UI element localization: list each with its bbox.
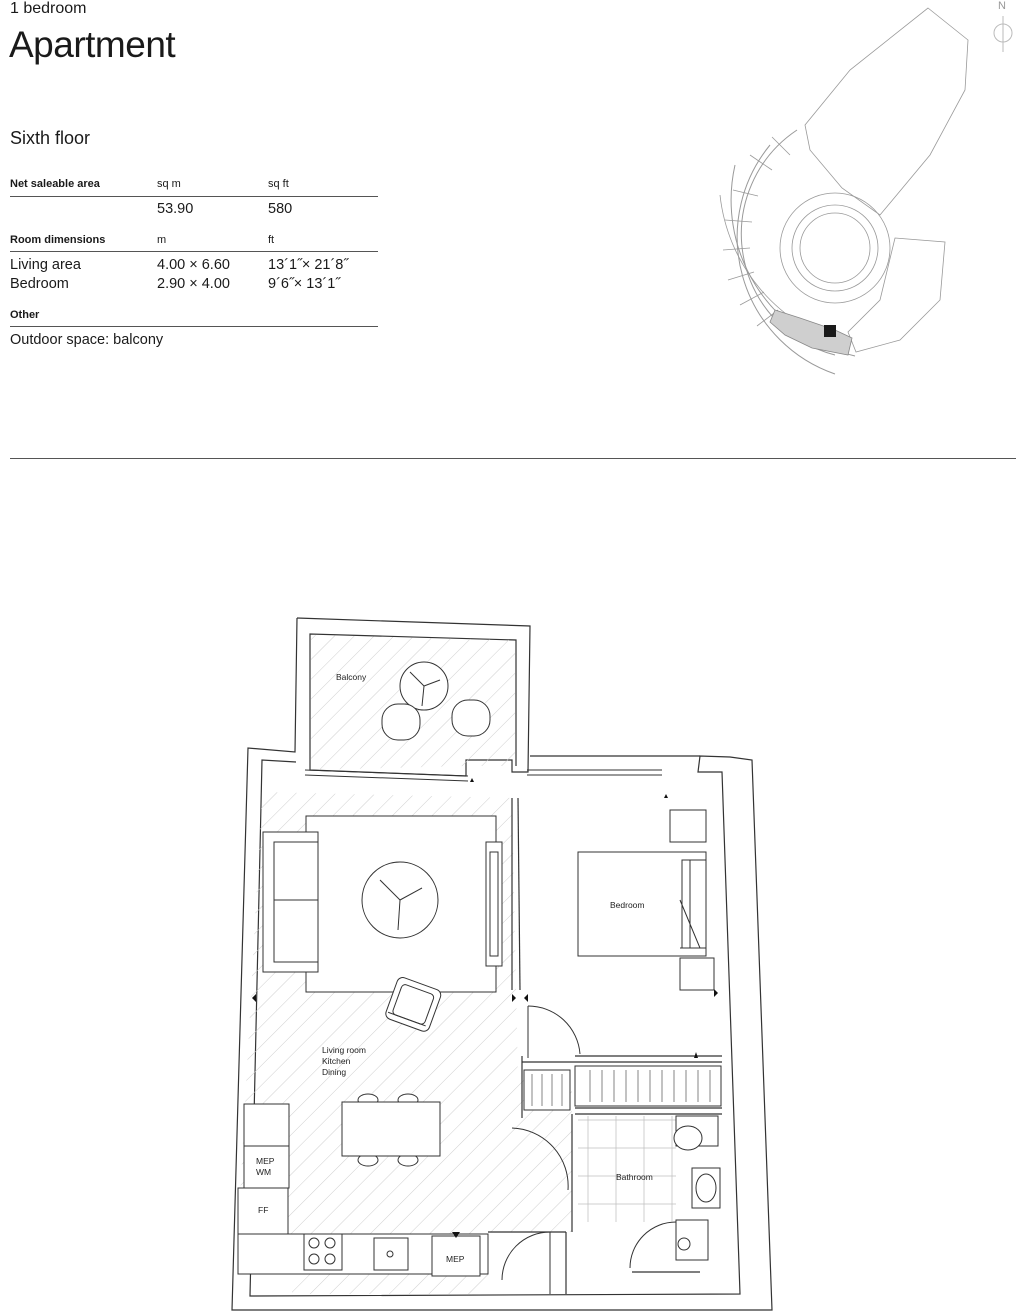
label-mep-upper: MEP	[256, 1156, 275, 1166]
room-ft: 9´6˝× 13´1˝	[268, 276, 341, 292]
col-m: m	[157, 234, 167, 246]
other-label: Other	[10, 309, 40, 321]
page-title: Apartment	[9, 24, 176, 65]
area-label: Net saleable area	[10, 178, 100, 190]
compass-label: N	[998, 0, 1006, 12]
dimensions-label: Room dimensions	[10, 234, 106, 246]
room-name: Living area	[10, 257, 81, 273]
label-kitchen: Kitchen	[322, 1056, 351, 1066]
label-bathroom: Bathroom	[616, 1172, 653, 1182]
label-mep-lower: MEP	[446, 1254, 465, 1264]
area-sqft: 580	[268, 201, 293, 217]
label-wm: WM	[256, 1167, 272, 1177]
label-balcony: Balcony	[336, 672, 367, 682]
room-m: 2.90 × 4.00	[157, 276, 230, 292]
floor-label: Sixth floor	[10, 128, 91, 148]
label-dining: Dining	[322, 1067, 347, 1077]
other-value: Outdoor space: balcony	[10, 332, 164, 348]
unit-type: 1 bedroom	[10, 0, 87, 17]
label-ff: FF	[258, 1205, 269, 1215]
col-sqft: sq ft	[268, 178, 289, 190]
col-sqm: sq m	[157, 178, 181, 190]
room-ft: 13´1˝× 21´8˝	[268, 257, 349, 273]
label-bedroom: Bedroom	[610, 900, 645, 910]
area-sqm: 53.90	[157, 201, 194, 217]
room-name: Bedroom	[10, 276, 69, 292]
col-ft: ft	[268, 234, 275, 246]
label-living-room: Living room	[322, 1045, 366, 1055]
room-m: 4.00 × 6.60	[157, 257, 230, 273]
